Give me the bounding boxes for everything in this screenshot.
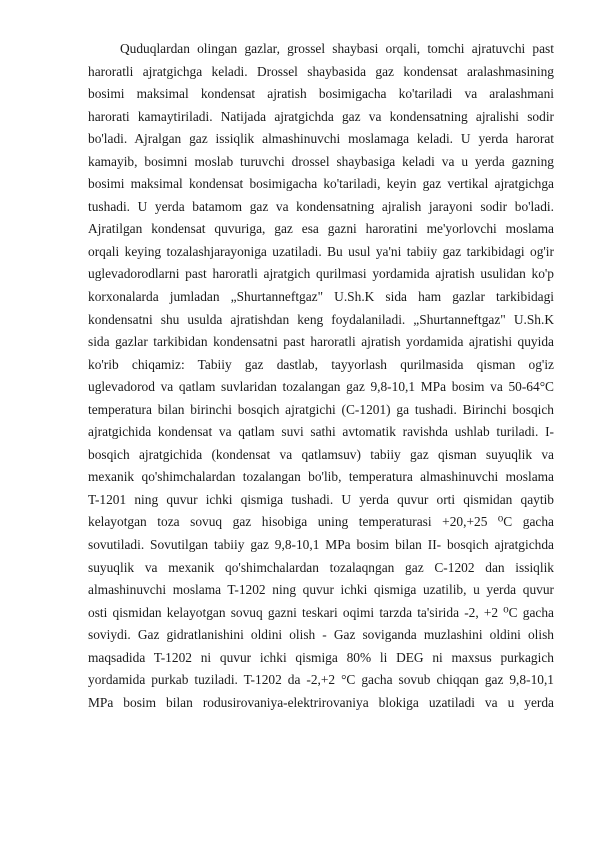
text-line: bosimi maksimal kondensat bosimigacha ko'tariladi, keyin gaz vertikal ajratgichga — [88, 176, 554, 192]
text-line: orqali keying tozalashjarayoniga uzatiladi. Bu usul ya'ni tabiiy gaz tarkibidagi og'ir — [88, 243, 554, 259]
text-line: temperatura bilan birinchi bosqich ajratgichi (C-1201) ga tushadi. Birinchi bosqich — [88, 401, 554, 417]
text-line: uglevadorod va qatlam suvlaridan tozalangan gaz 9,8-10,1 MPa bosim va 50-64°C — [88, 379, 554, 395]
text-line: tushadi. U yerda batamom gaz va kondensatning ajralish jarayoni sodir bo'ladi. — [88, 198, 554, 214]
text-line: kelayotgan toza sovuq gaz hisobiga uning temperaturasi +20,+25 ⁰C gacha — [88, 514, 554, 530]
text-line: kondensatni shu usulda ajratishdan keng foydalaniladi. „Shurtanneftgaz" U.Sh.K — [88, 311, 554, 327]
text-line: haroratli ajratgichga keladi. Drossel shaybasida gaz kondensat aralashmasining — [88, 63, 554, 79]
text-line: Quduqlardan olingan gazlar, grossel shaybasi orqali, tomchi ajratuvchi past — [120, 41, 554, 56]
text-line: kamayib, bosimni moslab turuvchi drossel shaybasiga keladi va u yerda gazning — [88, 153, 554, 169]
text-line: bo'ladi. Ajralgan gaz issiqlik almashinuvchi moslamaga keladi. U yerda harorat — [88, 131, 554, 147]
text-line: MPa bosim bilan rodusirovaniya-elektrirovaniya blokiga uzatiladi va u yerda — [88, 694, 554, 710]
text-line: uglevadorodlarni past haroratli ajratgich qurilmasi yordamida ajratish usulidan ko'p — [88, 266, 554, 282]
text-line: T-1201 ning quvur ichki qismiga tushadi. U yerda quvur orti qismidan qaytib — [88, 491, 554, 507]
text-line: mexanik qo'shimchalardan tozalangan bo'lib, temperatura almashinuvchi moslama — [88, 469, 554, 485]
text-line: sovutiladi. Sovutilgan tabiiy gaz 9,8-10,1 MPa bosim bilan II- bosqich ajratgichda — [88, 537, 554, 553]
text-line: Ajratilgan kondensat quvuriga, gaz esa gazni haroratini me'yorlovchi moslama — [88, 221, 554, 237]
text-line: bosimi maksimal kondensat ajratish bosimigacha ko'tariladi va aralashmani — [88, 86, 554, 102]
text-line: bosqich ajratgichida (kondensat va qatlamsuv) tabiiy gaz qisman suyuqlik va — [88, 446, 554, 462]
text-line: maqsadida T-1202 ni quvur ichki qismiga 80% li DEG ni maxsus purkagich — [88, 649, 554, 665]
text-line: harorati kamaytiriladi. Natijada ajratgichda gaz va kondensatning ajralishi sodir — [88, 108, 554, 124]
text-line: ko'rib chiqamiz: Tabiiy gaz dastlab, tayyorlash qurilmasida qisman og'iz — [88, 356, 554, 372]
text-line: soviydi. Gaz gidratlanishini oldini olish - Gaz soviganda muzlashini oldini olish — [88, 627, 554, 643]
text-line: suyuqlik va mexanik qo'shimchalardan tozalaqngan gaz C-1202 dan issiqlik — [88, 559, 554, 575]
body-paragraph — [88, 38, 554, 714]
text-line: yordamida purkab tuziladi. T-1202 da -2,+2 °C gacha sovub chiqqan gaz 9,8-10,1 — [88, 672, 554, 688]
text-line: ajratgichida kondensat va qatlam suvi sathi avtomatik ravishda ushlab turiladi. I- — [88, 424, 554, 440]
text-line: sida gazlar tarkibidan kondensatni past haroratli ajratish yordamida ajratishi quyida — [88, 334, 554, 350]
text-line: korxonalarda jumladan „Shurtanneftgaz" U.Sh.K sida ham gazlar tarkibidagi — [88, 289, 554, 305]
text-line: osti qismidan kelayotgan sovuq gazni teskari oqimi tarzda ta'sirida -2, +2 ⁰C gacha — [88, 604, 554, 620]
text-line: almashinuvchi moslama T-1202 ning quvur ichki qismiga uzatilib, u yerda quvur — [88, 582, 554, 598]
